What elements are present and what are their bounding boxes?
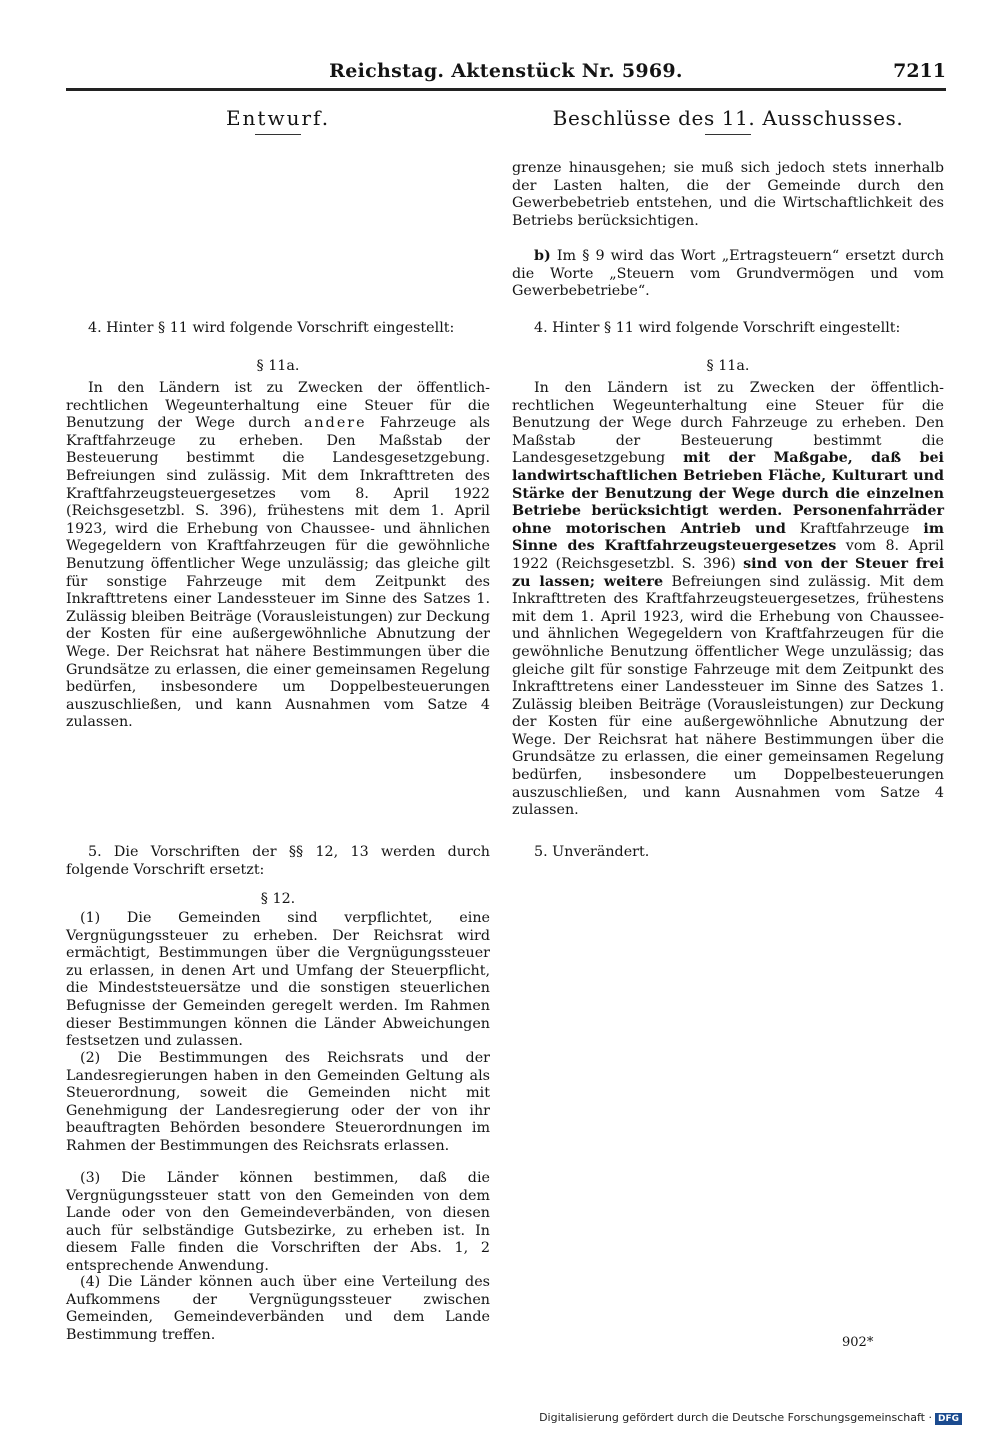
right-continuation: grenze hinausgehen; sie muß sich jedoch stets innerhalb der Lasten halten, die der Gemeinde durch den Gewerbebetrieb entstehen, und die Wirtschaftlichkeit des Betriebs berücksichtigen. [512,160,944,229]
heading-rule [255,134,301,135]
left-item-5: 5. Die Vorschriften der §§ 12, 13 werden durch folgende Vorschrift ersetzt: [66,844,490,878]
folio-number: 902* [842,1335,874,1350]
right-item-5: 5. Unverändert. [534,844,650,860]
right-item-b: b) Im § 9 wird das Wort „Ertragsteuern“ ersetzt durch die Worte „Steuern vom Grundvermögen und vom Gewerbebetriebe“. [512,248,944,300]
header-rule [66,88,946,91]
left-section-12-title: § 12. [260,891,296,907]
digitization-footer: Digitalisierung gefördert durch die Deutsche Forschungsgemeinschaft · DFG [539,1411,962,1425]
right-column-heading: Beschlüsse des 11. Ausschusses. [512,110,944,142]
left-column [66,106,490,1343]
heading-rule [705,134,751,135]
bold-amendment: im Sinne des Kraftfahrzeugsteuergesetzes [512,520,944,555]
bold-amendment: sind von der Steuer frei zu lassen; weitere [512,555,944,590]
left-section-12-para-4: (4) Die Länder können auch über eine Verteilung des Aufkommens der Vergnügungssteuer zwischen Gemeinden, Gemeindeverbänden und dem Lande Bestimmung treffen. [66,1274,490,1343]
left-section-12-para-2: (2) Die Bestimmungen des Reichsrats und der Landesregierungen haben in den Gemeinden Geltung als Steuerordnung, soweit die Gemeinden nicht mit Genehmigung der Landesregierung oder der von ihr beauftragten Behörden besondere Steuerordnungen im Rahmen der Bestimmungen des Reichsrats erlassen. [66,1050,490,1154]
right-column [512,106,944,1330]
left-section-11a-title: § 11a. [256,358,300,374]
page-header [66,58,946,92]
page-number: 7211 [893,60,946,82]
left-section-12-para-1: (1) Die Gemeinden sind verpflichtet, eine Vergnügungssteuer zu erheben. Der Reichsrat wird ermächtigt, Bestimmungen über die Vergnügungssteuer zu erlassen, in denen Art und Umfang der Steuerpflicht, die Mindeststeuersätze und die sonstigen steuerlichen Befugnisse der Gemeinden geregelt werden. Im Rahmen dieser Bestimmungen können die Länder Abweichungen festsetzen und zulassen. [66,910,490,1050]
right-section-11a-title: § 11a. [706,358,750,374]
spaced-emphasis: andere [303,415,367,432]
left-section-12-para-3: (3) Die Länder können bestimmen, daß die Vergnügungssteuer statt von den Gemeinden von dem Lande oder von den Gemeindeverbänden, von diesen auch für selbständige Gutsbezirke, zu erheben ist. In diesem Falle finden die Vorschriften der Abs. 1, 2 entsprechende Anwendung. [66,1170,490,1274]
dfg-logo-icon: DFG [935,1413,962,1425]
bold-amendment: mit der Maßgabe, daß bei landwirtschaftlichen Betrieben Fläche, Kulturart und Stärke der Benutzung der Wege durch die einzelnen Betriebe berücksichtigt werden. Personenfahrräder ohne motorischen Antrieb und [512,450,944,537]
left-item-4: 4. Hinter § 11 wird folgende Vorschrift eingestellt: [88,320,455,336]
left-section-11a-text: In den Ländern ist zu Zwecken der öffentlich-rechtlichen Wegeunterhaltung eine Steuer für die Benutzung der Wege durch andere Fahrzeuge als Kraftfahrzeuge zu erheben. Den Maßstab der Besteuerung bestimmt die Landesgesetzgebung. Befreiungen sind zulässig. Mit dem Inkrafttreten des Kraftfahrzeugsteuergesetzes vom 8. April 1922 (Reichsgesetzbl. S. 396), frühestens mit dem 1. April 1923, wird die Erhebung von Chaussee- und ähnlichen Wegegeldern von Kraftfahrzeugen für die gewöhnliche Benutzung öffentlicher Wege unzulässig; das gleiche gilt für sonstige Fahrzeuge mit dem Zeitpunkt des Inkrafttretens einer Landessteuer im Sinne des Satzes 1. Zulässig bleiben Beiträge (Vorausleistungen) zur Deckung der Kosten für eine außergewöhnliche Abnutzung der Wege. Der Reichsrat hat nähere Bestimmungen über die Grundsätze zu erlassen, die einer gemeinsamen Regelung bedürfen, insbesondere um Doppelbesteuerungen auszuschließen, und kann Ausnahmen vom Satze 4 zulassen. [66,380,490,731]
left-column-heading: Entwurf. [66,110,490,142]
running-title: Reichstag. Aktenstück Nr. 5969. [329,60,683,82]
right-item-4: 4. Hinter § 11 wird folgende Vorschrift eingestellt: [534,320,901,336]
right-section-11a-text: In den Ländern ist zu Zwecken der öffentlich-rechtlichen Wegeunterhaltung eine Steuer für die Benutzung der Wege durch Fahrzeuge zu erheben. Den Maßstab der Besteuerung bestimmt die Landesgesetzgebung mit der Maßgabe, daß bei landwirtschaftlichen Betrieben Fläche, Kulturart und Stärke der Benutzung der Wege durch die einzelnen Betriebe berücksichtigt werden. Personenfahrräder ohne motorischen Antrieb und Kraftfahrzeuge im Sinne des Kraftfahrzeugsteuergesetzes vom 8. April 1922 (Reichsgesetzbl. S. 396) sind von der Steuer frei zu lassen; weitere Befreiungen sind zulässig. Mit dem Inkrafttreten des Kraftfahrzeugsteuergesetzes, frühestens mit dem 1. April 1923, wird die Erhebung von Chaussee- und ähnlichen Wegegeldern von Kraftfahrzeugen für die gewöhnliche Benutzung öffentlicher Wege unzulässig; das gleiche gilt für sonstige Fahrzeuge mit dem Zeitpunkt des Inkrafttretens einer Landessteuer im Sinne des Satzes 1. Zulässig bleiben Beiträge (Vorausleistungen) zur Deckung der Kosten für eine außergewöhnliche Abnutzung der Wege. Der Reichsrat hat nähere Bestimmungen über die Grundsätze zu erlassen, die einer gemeinsamen Regelung bedürfen, insbesondere um Doppelbesteuerungen auszuschließen, und kann Ausnahmen vom Satze 4 zulassen. [512,380,944,819]
